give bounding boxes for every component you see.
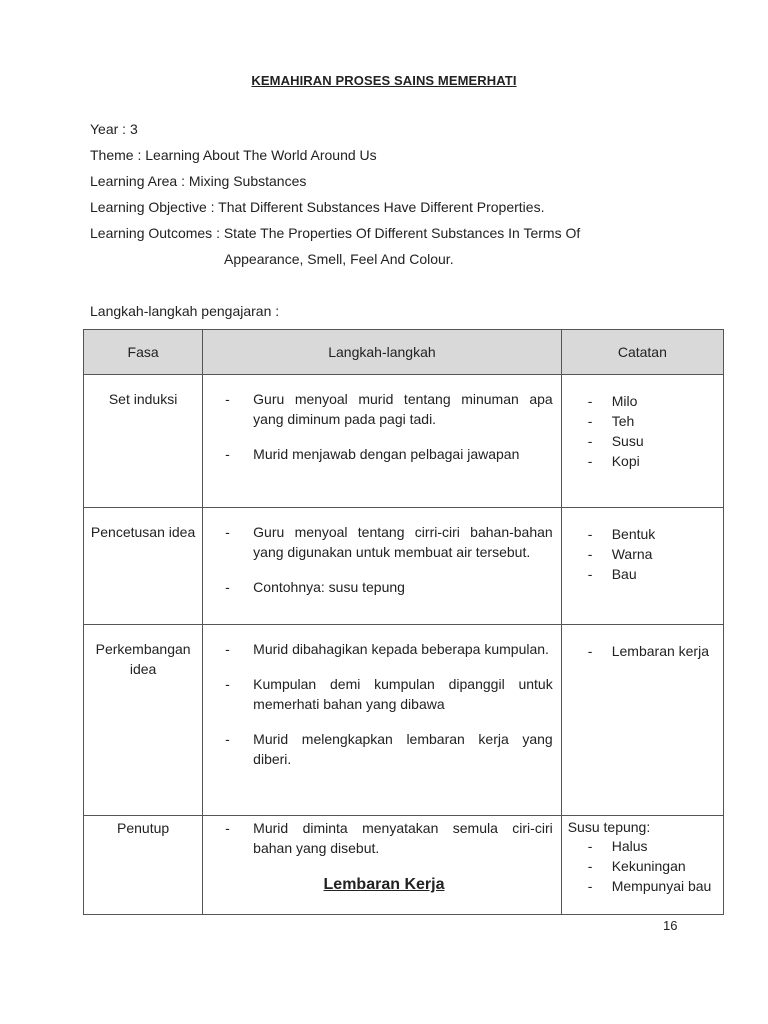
step-text: Murid melengkapkan lembaran kerja yang diberi. (253, 731, 553, 767)
note-item (588, 544, 717, 564)
steps-label: Langkah-langkah pengajaran : (90, 303, 280, 319)
step-text: Murid diminta menyatakan semula ciri-ciri bahan yang disebut. (253, 820, 553, 856)
dash-bullet: - (587, 858, 593, 874)
header-langkah: Langkah-langkah (203, 330, 562, 375)
note-item (588, 524, 717, 544)
note-item (588, 411, 717, 431)
dash-bullet: - (587, 546, 593, 562)
step-text: Contohnya: susu tepung (253, 579, 405, 595)
steps-cell (203, 625, 562, 816)
dash-bullet: - (587, 393, 593, 409)
dash-bullet: - (587, 838, 593, 854)
notes-cell (561, 816, 723, 915)
table-header-row (84, 330, 724, 375)
document-title: KEMAHIRAN PROSES SAINS MEMERHATI (251, 73, 517, 88)
dash-bullet: - (587, 878, 593, 894)
header-catatan: Catatan (561, 330, 723, 375)
note-item (588, 564, 717, 584)
dash-bullet: - (225, 524, 230, 540)
table-row (84, 508, 724, 625)
meta-theme: Theme : Learning About The World Around Us (90, 147, 377, 163)
table-row (84, 375, 724, 508)
steps-cell (203, 816, 562, 915)
note-item (588, 836, 717, 856)
worksheet-heading: Lembaran Kerja (323, 876, 445, 893)
dash-bullet: - (225, 446, 230, 462)
step-item (225, 444, 553, 464)
steps-cell (203, 375, 562, 508)
note-item (588, 431, 717, 451)
dash-bullet: - (225, 820, 230, 836)
step-text: Guru menyoal tentang cirri-ciri bahan-bahan yang digunakan untuk membuat air tersebut. (253, 524, 553, 560)
dash-bullet: - (587, 643, 593, 659)
header-fasa: Fasa (84, 330, 203, 375)
fasa-cell: Penutup (84, 816, 203, 915)
meta-year: Year : 3 (90, 121, 138, 137)
note-text: Susu (611, 433, 644, 449)
note-item (588, 391, 717, 411)
meta-learning-outcomes: Learning Outcomes : State The Properties Of Different Substances In Terms Of (90, 225, 581, 241)
meta-learning-objective: Learning Objective : That Different Substances Have Different Properties. (90, 199, 545, 215)
meta-learning-outcomes-continued: Appearance, Smell, Feel And Colour. (224, 251, 454, 267)
dash-bullet: - (225, 391, 230, 407)
step-item (225, 522, 553, 562)
note-text: Kopi (611, 453, 640, 469)
page-number: 16 (663, 918, 678, 933)
dash-bullet: - (587, 453, 593, 469)
dash-bullet: - (225, 676, 230, 692)
note-item (588, 856, 717, 876)
note-item (588, 451, 717, 471)
note-text: Bau (611, 566, 637, 582)
step-item (225, 389, 553, 429)
steps-cell (203, 508, 562, 625)
dash-bullet: - (587, 566, 593, 582)
lesson-table (83, 329, 724, 915)
step-item (225, 639, 553, 659)
lesson-meta (90, 120, 710, 276)
note-text: Milo (611, 393, 638, 409)
dash-bullet: - (587, 526, 593, 542)
dash-bullet: - (225, 579, 230, 595)
fasa-cell: Set induksi (84, 375, 203, 508)
note-text: Halus (611, 838, 648, 854)
dash-bullet: - (587, 413, 593, 429)
note-item (588, 641, 717, 661)
notes-cell (561, 375, 723, 508)
notes-cell (561, 508, 723, 625)
dash-bullet: - (587, 433, 593, 449)
note-text: Lembaran kerja (611, 643, 709, 659)
meta-learning-area: Learning Area : Mixing Substances (90, 173, 307, 189)
step-item (225, 818, 553, 858)
fasa-cell: Pencetusan idea (84, 508, 203, 625)
notes-cell (561, 625, 723, 816)
step-text: Kumpulan demi kumpulan dipanggil untuk memerhati bahan yang dibawa (253, 676, 553, 712)
dash-bullet: - (225, 731, 230, 747)
dash-bullet: - (225, 641, 230, 657)
fasa-cell: Perkembangan idea (84, 625, 203, 816)
table-row (84, 816, 724, 915)
step-item (225, 577, 553, 597)
step-item (225, 674, 553, 714)
note-text: Mempunyai bau (611, 878, 712, 894)
step-text: Guru menyoal murid tentang minuman apa yang diminum pada pagi tadi. (253, 391, 553, 427)
note-text: Teh (611, 413, 635, 429)
note-text: Bentuk (611, 526, 656, 542)
notes-heading: Susu tepung: (567, 819, 651, 835)
step-item (225, 729, 553, 769)
table-row (84, 625, 724, 816)
note-text: Kekuningan (611, 858, 686, 874)
note-text: Warna (611, 546, 653, 562)
step-text: Murid menjawab dengan pelbagai jawapan (253, 446, 520, 462)
step-text: Murid dibahagikan kepada beberapa kumpulan. (253, 641, 549, 657)
